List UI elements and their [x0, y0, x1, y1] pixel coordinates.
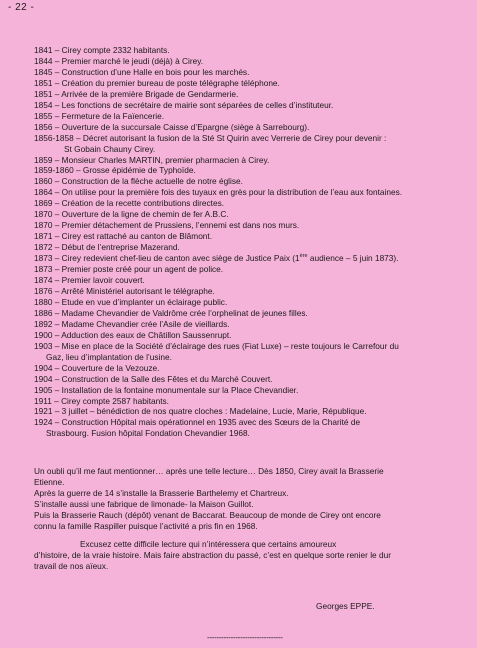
paragraph-line: Après la guerre de 14 s’installe la Brasserie Barthelemy et Chartreux. [34, 487, 289, 498]
timeline-entry: 1844 – Premier marché le jeudi (déjà) à Cirey. [34, 55, 204, 66]
timeline-entry: 1921 – 3 juillet – bénédiction de nos quatre cloches : Madelaine, Lucie, Marie, République. [34, 406, 367, 417]
timeline-entry: 1859-1860 – Grosse épidémie de Typhoïde. [34, 165, 196, 176]
timeline-entry: 1871 – Cirey est rattaché au canton de Blâmont. [34, 231, 213, 242]
timeline-continuation: St Gobain Chauny Cirey. [64, 143, 156, 154]
timeline-entry: 1886 – Madame Chevandier de Valdrôme crée l’orphelinat de jeunes filles. [34, 307, 308, 318]
timeline-entry: 1876 – Arrêté Ministériel autorisant le télégraphe. [34, 285, 215, 296]
timeline-entry: 1860 – Construction de la flèche actuelle de notre église. [34, 176, 243, 187]
timeline-entry: 1872 – Début de l’entreprise Mazerand. [34, 242, 180, 253]
timeline-continuation: Gaz, lieu d’implantation de l’usine. [46, 351, 172, 362]
timeline-entry: 1856 – Ouverture de la succursale Caisse d’Epargne (siège à Sarrebourg). [34, 121, 310, 132]
timeline-entry: 1851 – Arrivée de la première Brigade de Gendarmerie. [34, 88, 239, 99]
timeline-entry: 1851 – Création du premier bureau de poste télégraphe téléphone. [34, 77, 280, 88]
timeline-continuation: Strasbourg. Fusion hôpital Fondation Chevandier 1968. [46, 428, 250, 439]
timeline-entry: 1859 – Monsieur Charles MARTIN, premier pharmacien à Cirey. [34, 154, 270, 165]
timeline-entry: 1874 – Premier lavoir couvert. [34, 275, 145, 286]
paragraph-line: Excusez cette difficile lecture qui n’intéressera que certains amoureux [80, 539, 337, 549]
timeline-entry: 1903 – Mise en place de la Société d’éclairage des rues (Fiat Luxe) – reste toujours le Carrefour du [34, 340, 399, 351]
paragraph-line: Un oubli qu’il me faut mentionner… après une telle lecture… Dès 1850, Cirey avait la Brasserie [34, 466, 384, 476]
timeline-entry: 1880 – Etude en vue d’implanter un éclairage public. [34, 296, 228, 307]
timeline-entry: 1869 – Création de la recette contributions directes. [34, 198, 225, 209]
timeline-entry: 1904 – Couverture de la Vezouze. [34, 362, 160, 373]
page-number: - 22 - [8, 2, 35, 13]
paragraph-conclusion [34, 539, 464, 572]
ordinal-superscript: ère [299, 253, 308, 260]
timeline-entry: 1864 – On utilise pour la première fois des tuyaux en grès pour la distribution de l’eau aux fontaines. [34, 187, 403, 198]
timeline-entry: 1924 – Construction Hôpital mais opérationnel en 1935 avec des Sœurs de la Charité de [34, 417, 361, 428]
dashed-rule: -------------------------------- [207, 633, 283, 642]
paragraph-line: S’installe aussi une fabrique de limonade- la Maison Guillot. [34, 498, 254, 509]
timeline-entry: 1870 – Premier détachement de Prussiens, l’ennemi est dans nos murs. [34, 220, 300, 231]
timeline-entry: 1870 – Ouverture de la ligne de chemin de fer A.B.C. [34, 209, 229, 220]
timeline-entry-text: 1873 – Cirey redevient chef-lieu de canton avec siège de Justice Paix (1 [34, 253, 300, 264]
timeline-entry: 1845 – Construction d’une Halle en bois pour les marchés. [34, 66, 250, 77]
paragraph-brasseries [34, 466, 464, 532]
signature: Georges EPPE. [316, 601, 375, 611]
paragraph-line: d’histoire, de la vraie histoire. Mais faire abstraction du passé, c’est en quelque sorte renier le dur [34, 549, 391, 560]
timeline-entry: 1911 – Cirey compte 2587 habitants. [34, 395, 169, 406]
timeline-entry: 1855 – Fermeture de la Faïencerie. [34, 110, 165, 121]
timeline-entry: 1904 – Construction de la Salle des Fêtes et du Marché Couvert. [34, 373, 273, 384]
timeline-entry: 1900 – Adduction des eaux de Châtillon Saussenrupt. [34, 329, 232, 340]
timeline-entry: 1856-1858 – Décret autorisant la fusion de la Sté St Quirin avec Verrerie de Cirey pour devenir : [34, 132, 387, 143]
timeline-entry-text: audience – 5 juin 1873). [307, 253, 399, 264]
paragraph-line: Etienne. [34, 476, 65, 487]
timeline-entry [34, 253, 464, 264]
paragraph-line: connu la famille Raspiller puisque l’activité a pris fin en 1968. [34, 520, 258, 531]
paragraph-line: travail de nos aïeux. [34, 560, 109, 571]
timeline-entry: 1873 – Premier poste créé pour un agent de police. [34, 264, 224, 275]
timeline-entry: 1841 – Cirey compte 2332 habitants. [34, 45, 170, 55]
timeline-entry: 1854 – Les fonctions de secrétaire de mairie sont séparées de celles d’instituteur. [34, 99, 334, 110]
timeline-entry: 1905 – Installation de la fontaine monumentale sur la Place Chevandier. [34, 384, 299, 395]
timeline-entry: 1892 – Madame Chevandier crée l’Asile de vieillards. [34, 318, 230, 329]
paragraph-line: Puis la Brasserie Rauch (dépôt) venant de Baccarat. Beaucoup de monde de Cirey ont encore [34, 509, 381, 520]
timeline [34, 45, 464, 439]
